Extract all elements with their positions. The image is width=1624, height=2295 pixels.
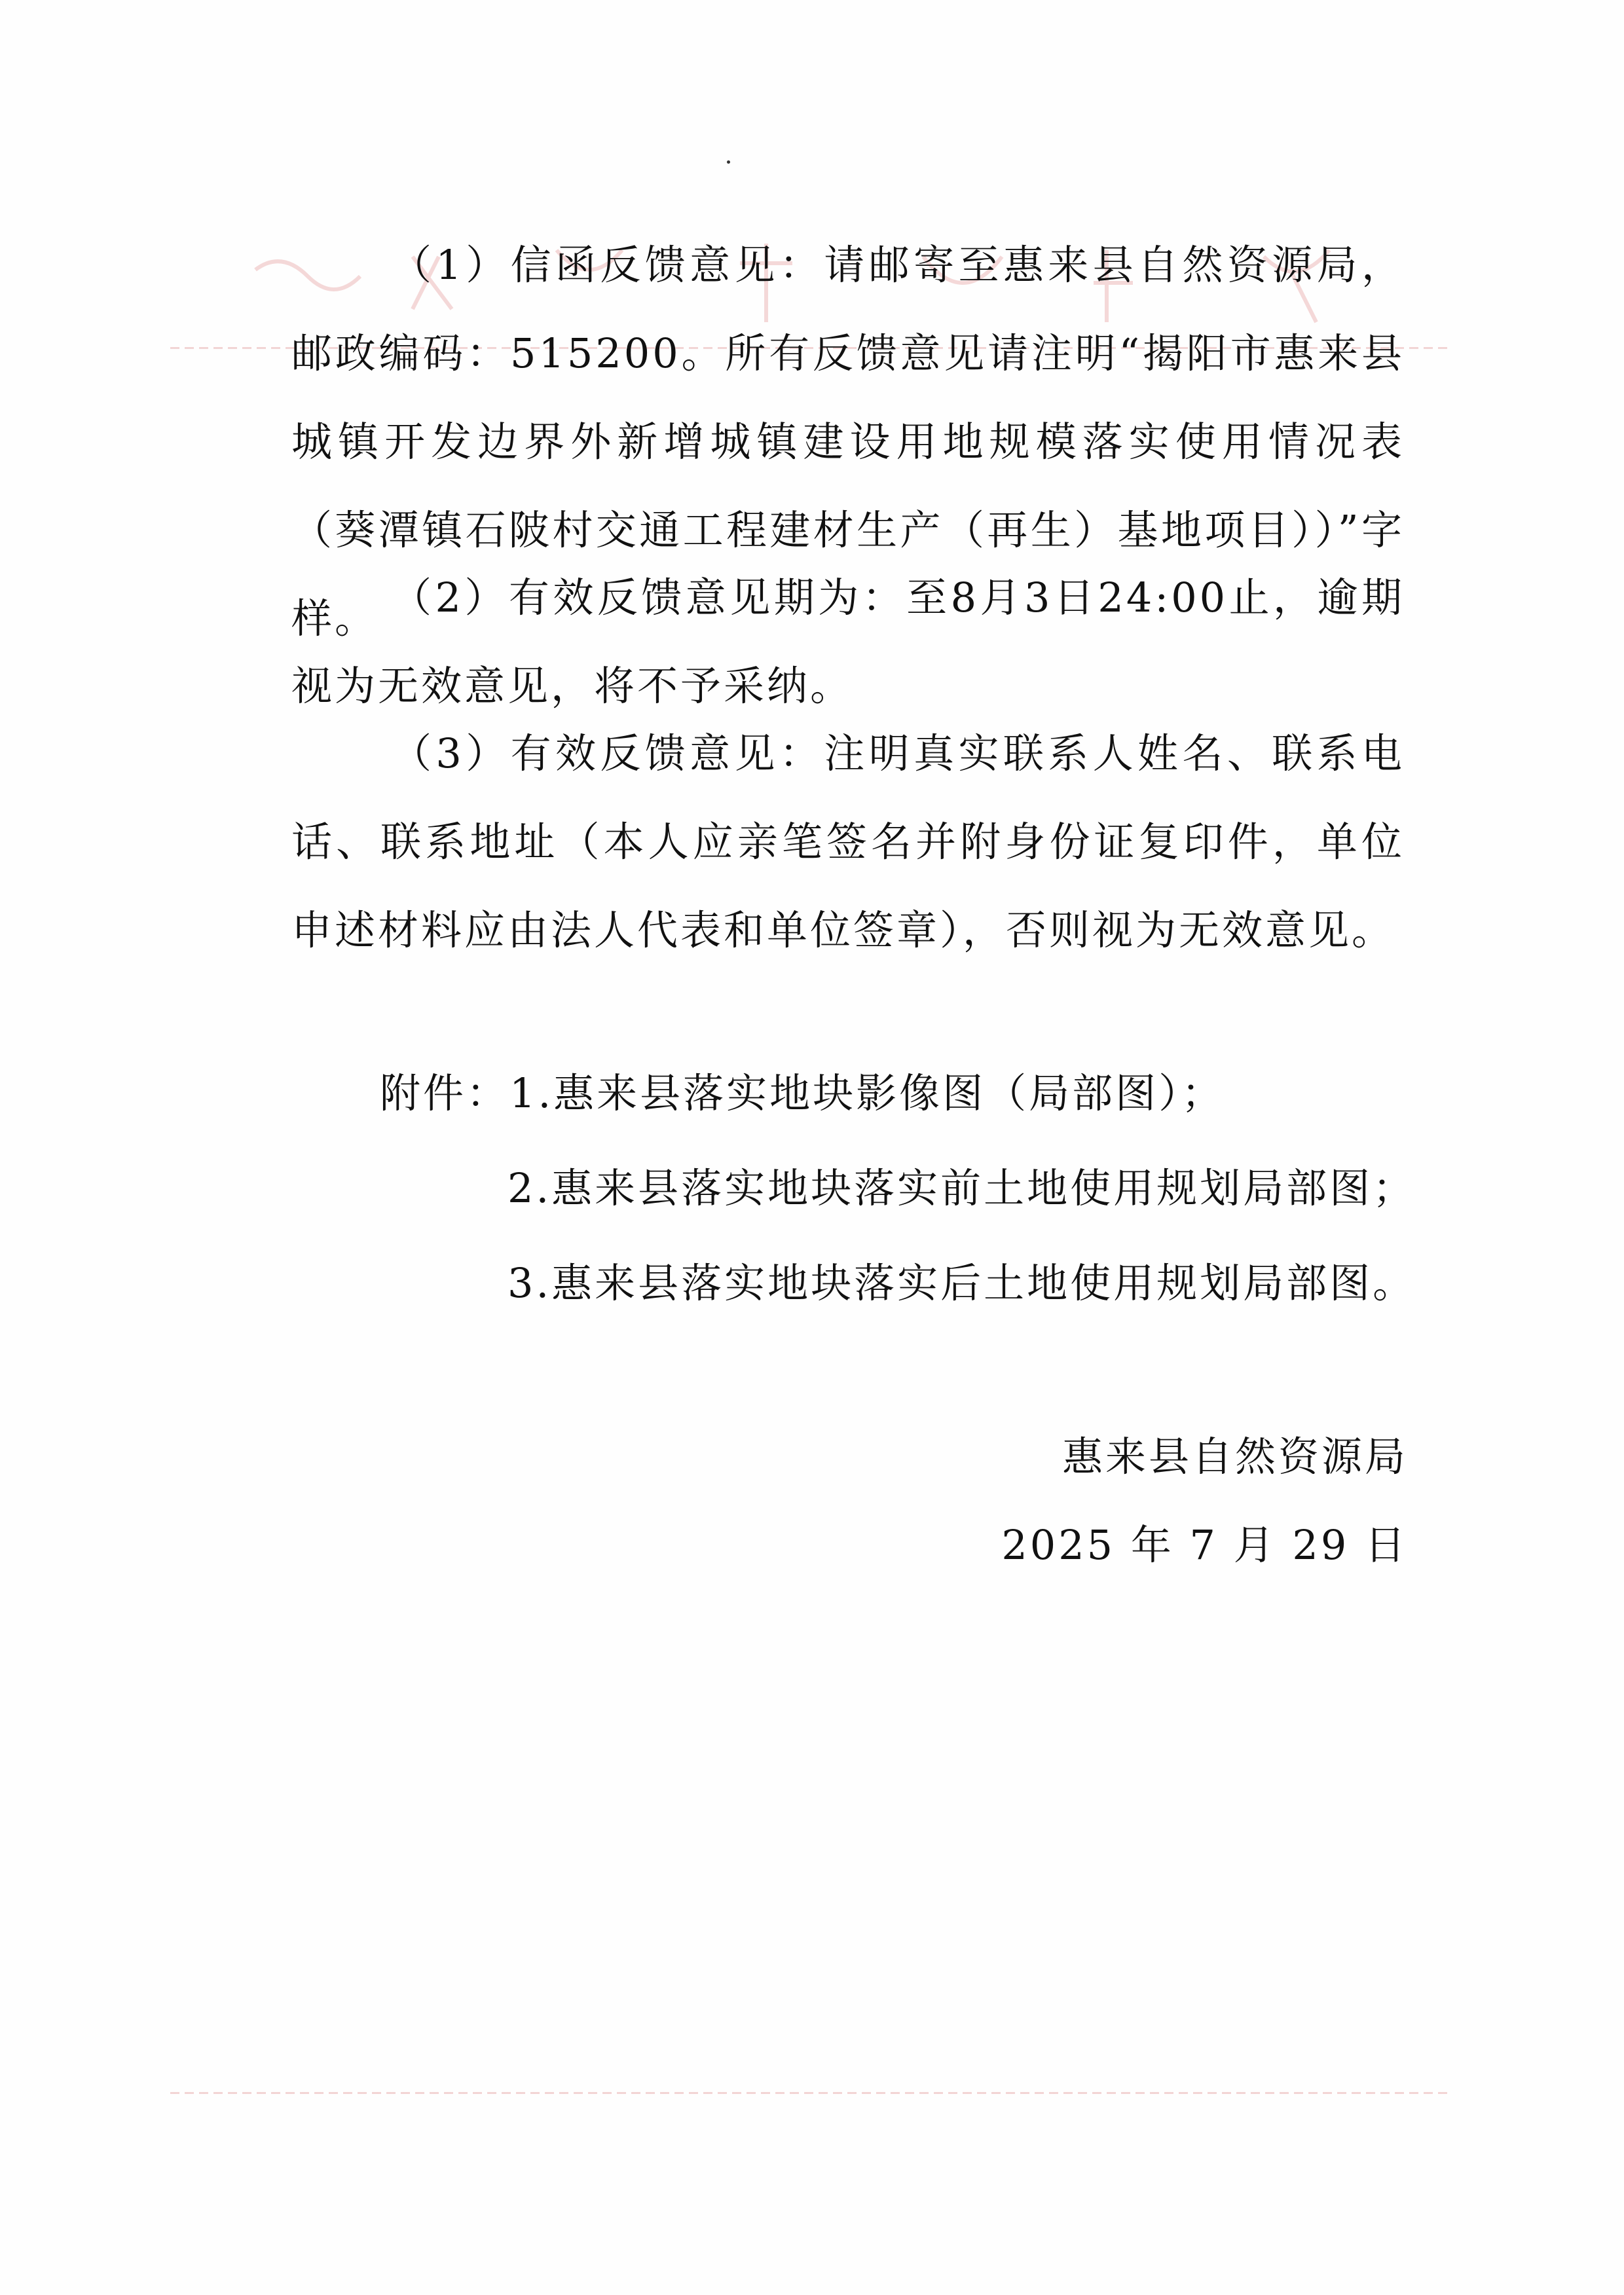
paragraph-valid-feedback: （3）有效反馈意见：注明真实联系人姓名、联系电话、联系地址（本人应亲笔签名并附身份证复印件，单位申述材料应由法人代表和单位签章），否则视为无效意见。: [291, 729, 1405, 954]
attachment-item-2: 2.惠来县落实地块落实前土地使用规划局部图；: [507, 1164, 1416, 1212]
bleed-through-line: [170, 2092, 1447, 2094]
attachment-item-1: 附件：1.惠来县落实地块影像图（局部图）；: [380, 1069, 1225, 1117]
signature-org: 惠来县自然资源局: [1061, 1433, 1408, 1480]
paragraph-feedback-period: （2）有效反馈意见期为：至8月3日24:00止，逾期视为无效意见，将不予采纳。: [291, 574, 1405, 710]
attachment-item-3: 3.惠来县落实地块落实后土地使用规划局部图。: [507, 1259, 1416, 1307]
signature-date: 2025 年 7 月 29 日: [1001, 1521, 1408, 1569]
page-speck: [727, 160, 730, 164]
paragraph-letter-feedback: （1）信函反馈意见：请邮寄至惠来县自然资源局，邮政编码：515200。所有反馈意见请注明“揭阳市惠来县城镇开发边界外新增城镇建设用地规模落实使用情况表（葵潭镇石陂村交通工程建材生产（再生）基地项目））”字样。: [291, 241, 1405, 642]
